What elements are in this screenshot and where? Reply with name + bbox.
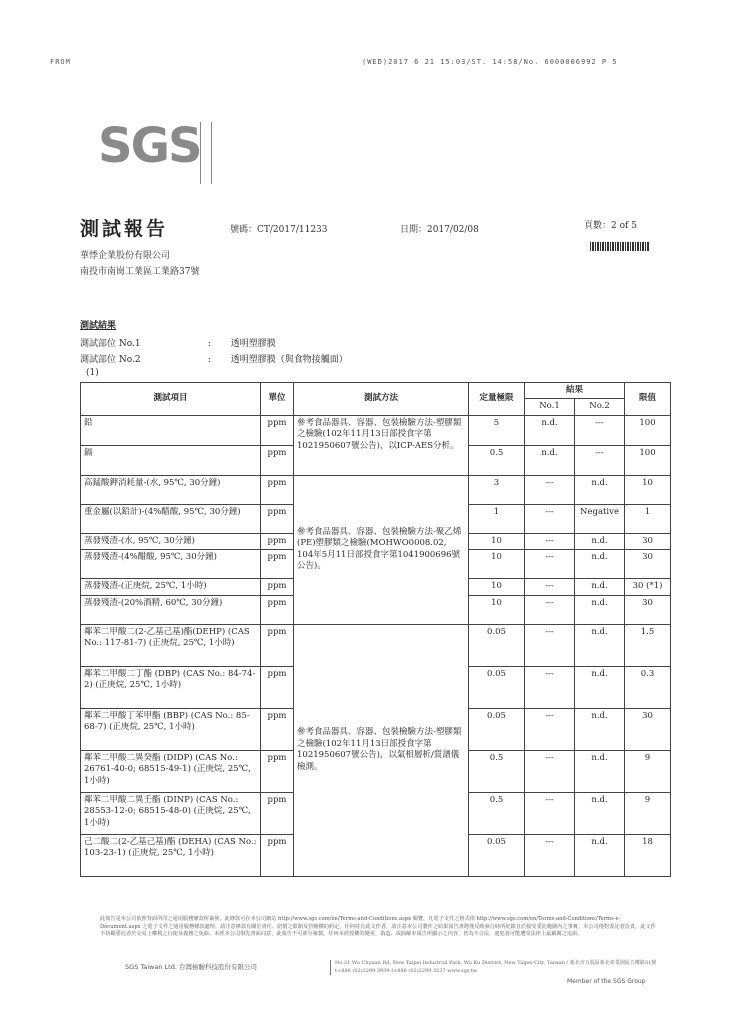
row-unit: ppm [261, 708, 294, 750]
row-item: 重金屬(以鉛計)-(4%醋酸, 95℃, 30分鐘) [81, 504, 261, 533]
header-no1: No.1 [525, 399, 575, 415]
client-name: 華悸企業股份有限公司 [80, 251, 171, 261]
part-2 [80, 352, 348, 365]
row-mdl: 0.5 [469, 792, 525, 834]
row-no1: --- [525, 708, 575, 750]
part-2-desc: 透明塑膠膜（與食物接觸面） [230, 355, 348, 365]
row-limit: 100 [625, 445, 671, 475]
header-no2: No.2 [575, 399, 625, 415]
report-number-value: CT/2017/11233 [257, 225, 328, 235]
row-mdl: 0.05 [469, 834, 525, 876]
table-row [81, 415, 671, 445]
row-unit: ppm [261, 624, 294, 666]
row-unit: ppm [261, 445, 294, 475]
report-date [400, 222, 479, 235]
row-unit: ppm [261, 579, 294, 595]
row-no2: n.d. [575, 595, 625, 624]
table-index: (1) [86, 368, 99, 378]
row-no2: n.d. [575, 750, 625, 792]
row-no1: --- [525, 834, 575, 876]
page-number-label: 頁數： [584, 221, 612, 231]
footer-company: SGS Taiwan Ltd. 台灣檢驗科技股份有限公司 [125, 963, 257, 971]
report-date-value: 2017/02/08 [427, 225, 479, 235]
header-method: 測試方法 [294, 383, 469, 416]
row-no1: --- [525, 750, 575, 792]
row-limit: 30 [625, 533, 671, 549]
row-mdl: 0.5 [469, 445, 525, 475]
row-no2: --- [575, 445, 625, 475]
row-mdl: 0.5 [469, 750, 525, 792]
row-mdl: 10 [469, 579, 525, 595]
method-cell: 參考食品器具、容器、包裝檢驗方法-塑膠類之檢驗(102年11月13日部授食字第1021950607號公告)，以氣相層析/質譜儀檢測。 [294, 624, 469, 876]
row-limit: 18 [625, 834, 671, 876]
row-mdl: 10 [469, 533, 525, 549]
row-no1: --- [525, 550, 575, 579]
row-unit: ppm [261, 792, 294, 834]
footer-address-block [330, 960, 656, 975]
footer-member: Member of the SGS Group [567, 978, 646, 985]
row-limit: 1 [625, 504, 671, 533]
row-item: 鄰苯二甲酸二異壬酯 (DINP) (CAS No.: 28553-12-0; 68515-48-0) (正庚烷, 25℃, 1小時) [81, 792, 261, 834]
row-limit: 100 [625, 415, 671, 445]
row-no2: n.d. [575, 666, 625, 708]
row-no1: --- [525, 504, 575, 533]
sgs-logo: SGS [98, 118, 201, 174]
row-mdl: 0.05 [469, 666, 525, 708]
row-no2: n.d. [575, 708, 625, 750]
row-no2: n.d. [575, 834, 625, 876]
row-no2: n.d. [575, 792, 625, 834]
row-no1: --- [525, 595, 575, 624]
row-item: 己二酸二(2-乙基己基)酯 (DEHA) (CAS No.: 103-23-1) (正庚烷, 25℃, 1小時) [81, 834, 261, 876]
report-number-label: 號碼： [230, 225, 258, 235]
fax-header: (WED)2017 6 21 15:03/ST. 14:58/No. 6000006992 P 5 [362, 58, 618, 66]
row-mdl: 0.05 [469, 708, 525, 750]
row-mdl: 10 [469, 595, 525, 624]
row-item: 鄰苯二甲酸二丁酯 (DBP) (CAS No.: 84-74-2) (正庚烷, 25℃, 1小時) [81, 666, 261, 708]
row-unit: ppm [261, 504, 294, 533]
row-no2: n.d. [575, 475, 625, 504]
report-number [230, 222, 328, 235]
row-no1: --- [525, 792, 575, 834]
method-cell: 參考食品器具、容器、包裝檢驗方法-聚乙烯(PE)塑膠類之檢驗(MOHWO0008.02, 104年5月11日部授食字第1041900696號公告)。 [294, 475, 469, 624]
row-mdl: 5 [469, 415, 525, 445]
row-mdl: 0.05 [469, 624, 525, 666]
header-limit: 限值 [625, 383, 671, 416]
row-item: 蒸發殘渣-(正庚烷, 25℃, 1小時) [81, 579, 261, 595]
section-title: 測試結果 [80, 321, 117, 331]
row-limit: 30 [625, 708, 671, 750]
row-mdl: 3 [469, 475, 525, 504]
part-2-label: 測試部位 No.2 [80, 355, 141, 365]
row-no1: --- [525, 624, 575, 666]
row-item: 鎘 [81, 445, 261, 475]
row-limit: 30 [625, 595, 671, 624]
header-item: 測試項目 [81, 383, 261, 416]
row-item: 鄰苯二甲酸丁苯甲酯 (BBP) (CAS No.: 85-68-7) (正庚烷, 25℃, 1小時) [81, 708, 261, 750]
part-1 [80, 336, 276, 349]
row-no2: Negative [575, 504, 625, 533]
row-limit: 9 [625, 792, 671, 834]
footer-phone: t+886 (02)2299 3939 f+886 (02)2299 3237 www.sgs.tw [335, 967, 478, 974]
page-number [584, 218, 637, 231]
row-item: 鉛 [81, 415, 261, 445]
row-unit: ppm [261, 834, 294, 876]
row-item: 蒸發殘渣-(水, 95℃, 30分鐘) [81, 533, 261, 549]
row-unit: ppm [261, 750, 294, 792]
table-row [81, 624, 671, 666]
row-item: 鄰苯二甲酸二(2-乙基己基)酯(DEHP) (CAS No.: 117-81-7) (正庚烷, 25℃, 1小時) [81, 624, 261, 666]
row-no2: n.d. [575, 550, 625, 579]
row-no2: n.d. [575, 579, 625, 595]
row-no2: --- [575, 415, 625, 445]
row-no1: n.d. [525, 415, 575, 445]
header-unit: 單位 [261, 383, 294, 416]
row-no1: --- [525, 475, 575, 504]
row-no1: --- [525, 533, 575, 549]
header-result: 結果 [525, 383, 625, 399]
part-1-desc: 透明塑膠膜 [230, 339, 276, 349]
page-number-value: 2 of 5 [611, 221, 637, 231]
row-limit: 30 (*1) [625, 579, 671, 595]
row-unit: ppm [261, 415, 294, 445]
row-unit: ppm [261, 533, 294, 549]
row-no1: n.d. [525, 445, 575, 475]
row-item: 蒸發殘渣-(4%醋酸, 95℃, 30分鐘) [81, 550, 261, 579]
report-title: 測試報告 [80, 218, 169, 240]
client-address: 南投市南崗工業區工業路37號 [80, 267, 200, 277]
row-no2: n.d. [575, 533, 625, 549]
row-item: 蒸發殘渣-(20%酒精, 60℃, 30分鐘) [81, 595, 261, 624]
footer-notice: 此報告是本公司依照背面所印之通用服務條款所簽發，此條款可在本公司網站 http://www.sgs.com/en/Terms-and-Conditions.aspx 閱覽，凡電子文件之格式依 http://www.sgs.com/en/Terms-and-Conditions/Terms-e-Document.aspx 之電子文件之通用服務條款處理。請注意條款有關於責任、賠償之限制及管轄權的約定。任何持有此文件者，請注意本公司製作之結果報告書將僅反映執行時所紀錄且於接受委託範圍內之事實。本公司僅對委託者負責，此文件不妨礙委託者於交易上權利之行使及義務之免除。未經本公司事先書面同意，此報告不可部分複製。任何未經授權的變更、偽造、或曲解本報告所顯示之內容，皆為不合法，違犯者可能遭受法律上最嚴厲之追訴。 [100, 916, 656, 938]
row-no1: --- [525, 666, 575, 708]
row-limit: 10 [625, 475, 671, 504]
report-date-label: 日期： [400, 225, 428, 235]
header-mdl: 定量極限 [469, 383, 525, 416]
table-row [81, 475, 671, 504]
row-limit: 0.3 [625, 666, 671, 708]
method-cell: 參考食品器具、容器、包裝檢驗方法-塑膠類之檢驗(102年11月13日部授食字第1021950607號公告)，以ICP-AES分析。 [294, 415, 469, 475]
row-mdl: 10 [469, 550, 525, 579]
barcode [590, 242, 650, 251]
row-unit: ppm [261, 595, 294, 624]
fax-from: FROM [50, 58, 71, 66]
logo-lines [200, 122, 212, 184]
row-limit: 1.5 [625, 624, 671, 666]
row-mdl: 1 [469, 504, 525, 533]
results-table [80, 382, 671, 877]
row-unit: ppm [261, 475, 294, 504]
row-no2: n.d. [575, 624, 625, 666]
part-1-label: 測試部位 No.1 [80, 339, 141, 349]
part-1-sep: : [207, 339, 211, 349]
row-item: 高錳酸鉀消耗量-(水, 95℃, 30分鐘) [81, 475, 261, 504]
row-unit: ppm [261, 550, 294, 579]
row-limit: 9 [625, 750, 671, 792]
row-no1: --- [525, 579, 575, 595]
footer-address: No.31,Wu Chyuan Rd, New Taipei Industrial Park, Wu Ku District, New Taipei City, Taiwan / 新北市五股區新北產業園區五權路31號 [335, 960, 657, 966]
part-2-sep: : [207, 355, 211, 365]
row-limit: 30 [625, 550, 671, 579]
row-item: 鄰苯二甲酸二異癸酯 (DIDP) (CAS No.: 26761-40-0; 68515-49-1) (正庚烷, 25℃, 1小時) [81, 750, 261, 792]
row-unit: ppm [261, 666, 294, 708]
